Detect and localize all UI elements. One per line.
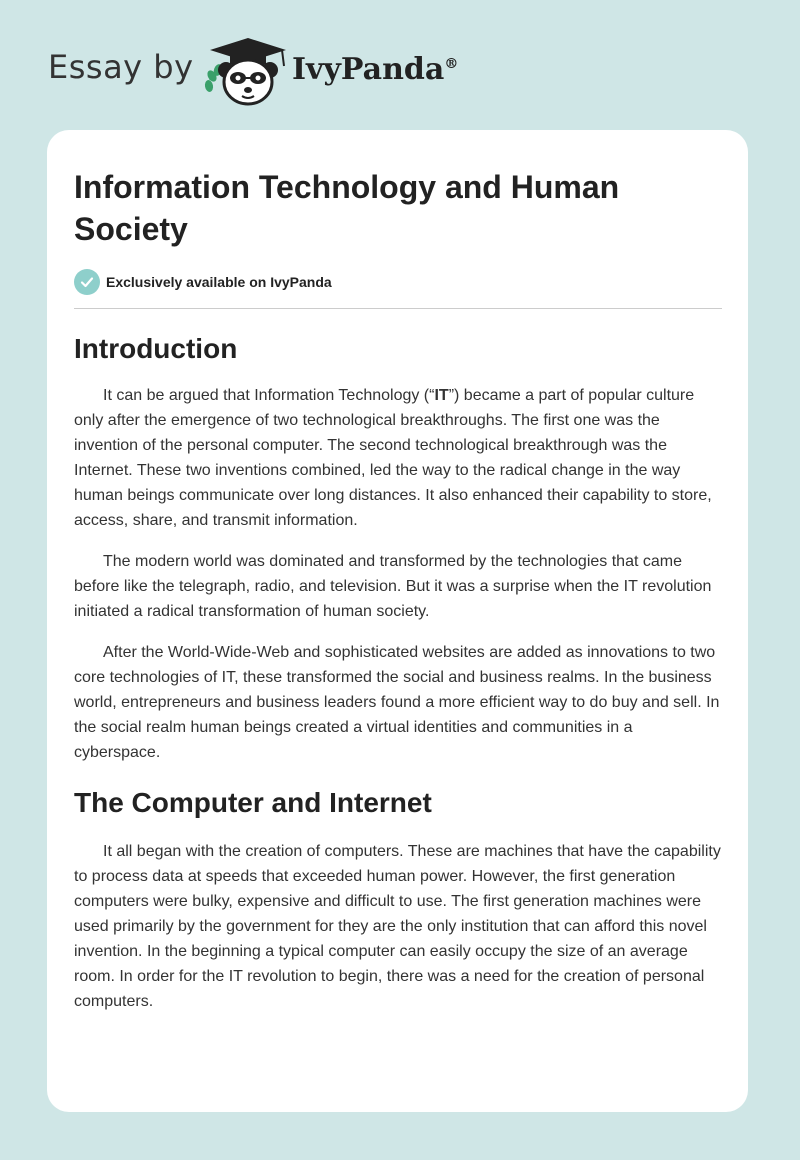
divider (74, 308, 722, 309)
page-title: Information Technology and Human Society (74, 169, 620, 247)
paragraph-text: It can be argued that Information Technology (“ (103, 387, 435, 404)
check-circle-icon (74, 269, 100, 295)
section-computer-and-internet (74, 785, 722, 1014)
paragraph (74, 383, 722, 533)
section-introduction (74, 331, 722, 765)
essay-card (47, 130, 748, 1112)
brand-name-text: IvyPanda (292, 52, 445, 87)
paragraph: It all began with the creation of computers. These are machines that have the capability to process data at speeds that exceeded human power. However, the first generation computers were bulky, expensive and difficult to use. The first generation machines were used primarily by the government for they are the only institution that can afford this novel invention. In the beginning a typical computer can easily occupy the size of an average room. In order for the IT revolution to begin, there was a need for the creation of personal computers. (74, 843, 721, 1010)
brand-name[interactable] (292, 52, 458, 87)
site-header (0, 0, 800, 130)
paragraph: The modern world was dominated and transformed by the technologies that came before like the telegraph, radio, and television. But it was a surprise when the IT revolution initiated a radical transformation of human society. (74, 553, 712, 620)
essay-by-label: Essay by (48, 48, 194, 86)
panda-graduation-cap-icon[interactable] (200, 36, 296, 108)
registered-mark: ® (444, 56, 459, 72)
exclusive-badge (74, 268, 722, 296)
paragraph: After the World-Wide-Web and sophisticated websites are added as innovations to two core technologies of IT, these transformed the social and business realms. In the business world, entrepreneurs and business leaders found a more efficient way to do buy and sell. In the social realm human beings created a virtual identities and communities in a cyberspace. (74, 644, 720, 761)
paragraph-text: ”) became a part of popular culture only after the emergence of two technological breakthroughs. The first one was the invention of the personal computer. The second technological breakthrough was the Internet. These two inventions combined, led the way to the radical change in the way human beings communicate over long distances. It also enhanced their capability to store, access, share, and transmit information. (74, 387, 712, 529)
section-heading: The Computer and Internet (74, 787, 432, 818)
badge-label: Exclusively available on IvyPanda (106, 274, 332, 290)
section-heading: Introduction (74, 333, 238, 364)
it-abbreviation: IT (434, 387, 449, 404)
